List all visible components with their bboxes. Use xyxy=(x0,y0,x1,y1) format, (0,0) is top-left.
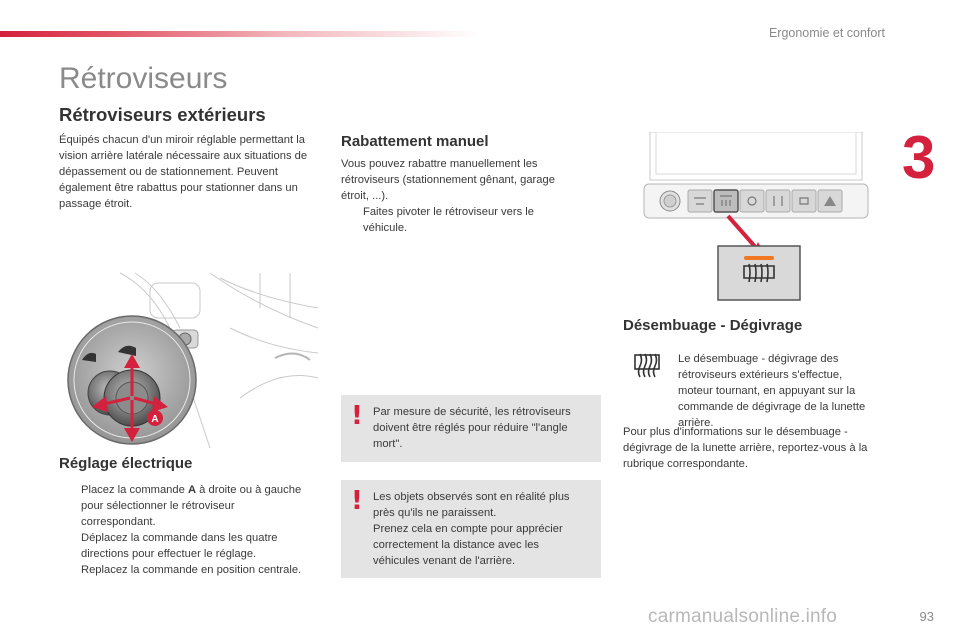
warning-icon: ! xyxy=(351,486,363,516)
manual-folding-text: Vous pouvez rabattre manuellement les rétroviseurs (stationnement gênant, garage étroit, ...). xyxy=(341,158,555,202)
electric-adjustment-list xyxy=(59,482,309,578)
page-title: Rétroviseurs xyxy=(59,62,228,95)
section-header: Ergonomie et confort xyxy=(768,26,885,40)
manual-folding-heading: Rabattement manuel xyxy=(341,133,489,150)
watermark: carmanualsonline.info xyxy=(648,606,838,627)
mirror-control-illustration xyxy=(60,268,318,448)
warning-text: Les objets observés sont en réalité plus près qu'ils ne paraissent. Prenez cela en compte pour apprécier correctement la distance avec les véhicules venant de l'arrière. xyxy=(373,491,570,567)
manual-folding-list xyxy=(341,204,573,236)
warning-text: Par mesure de sécurité, les rétroviseurs doivent être réglés pour réduire "l'angle mort". xyxy=(373,406,571,450)
list-item: Déplacez la commande dans les quatre directions pour effectuer le réglage. xyxy=(81,532,278,560)
control-a-label: A xyxy=(151,414,159,425)
warning-icon: ! xyxy=(351,401,363,431)
defrost-panel-illustration xyxy=(640,132,872,304)
rear-defrost-icon xyxy=(632,352,662,378)
safety-warning-box xyxy=(341,395,601,462)
defrost-text: Le désembuage - dégivrage des rétroviseurs extérieurs s'effectue, moteur tournant, en appuyant sur la commande de dégivrage de la lunette arrière. xyxy=(678,353,866,430)
exterior-mirrors-heading: Rétroviseurs extérieurs xyxy=(59,104,266,125)
distance-warning-box xyxy=(341,480,601,578)
page-number: 93 xyxy=(919,609,934,624)
chapter-number: 3 xyxy=(902,124,936,191)
list-item: Faites pivoter le rétroviseur vers le véhicule. xyxy=(363,206,534,234)
header-accent-bar xyxy=(0,31,480,37)
list-item: Placez la commande A à droite ou à gauche pour sélectionner le rétroviseur correspondant. xyxy=(81,484,302,528)
defrost-heading: Désembuage - Dégivrage xyxy=(623,317,803,334)
electric-adjustment-heading: Réglage électrique xyxy=(59,455,193,472)
exterior-mirrors-intro: Équipés chacun d'un miroir réglable permettant la vision arrière latérale nécessaire aux situations de dépassement ou de stationnement. Peuvent également être rabattus pour stationner dans un passage étroit. xyxy=(59,134,308,210)
defrost-more-info: Pour plus d'informations sur le désembuage - dégivrage de la lunette arrière, reportez-vous à la rubrique correspondante. xyxy=(623,426,868,470)
list-item: Replacez la commande en position centrale. xyxy=(81,564,302,576)
